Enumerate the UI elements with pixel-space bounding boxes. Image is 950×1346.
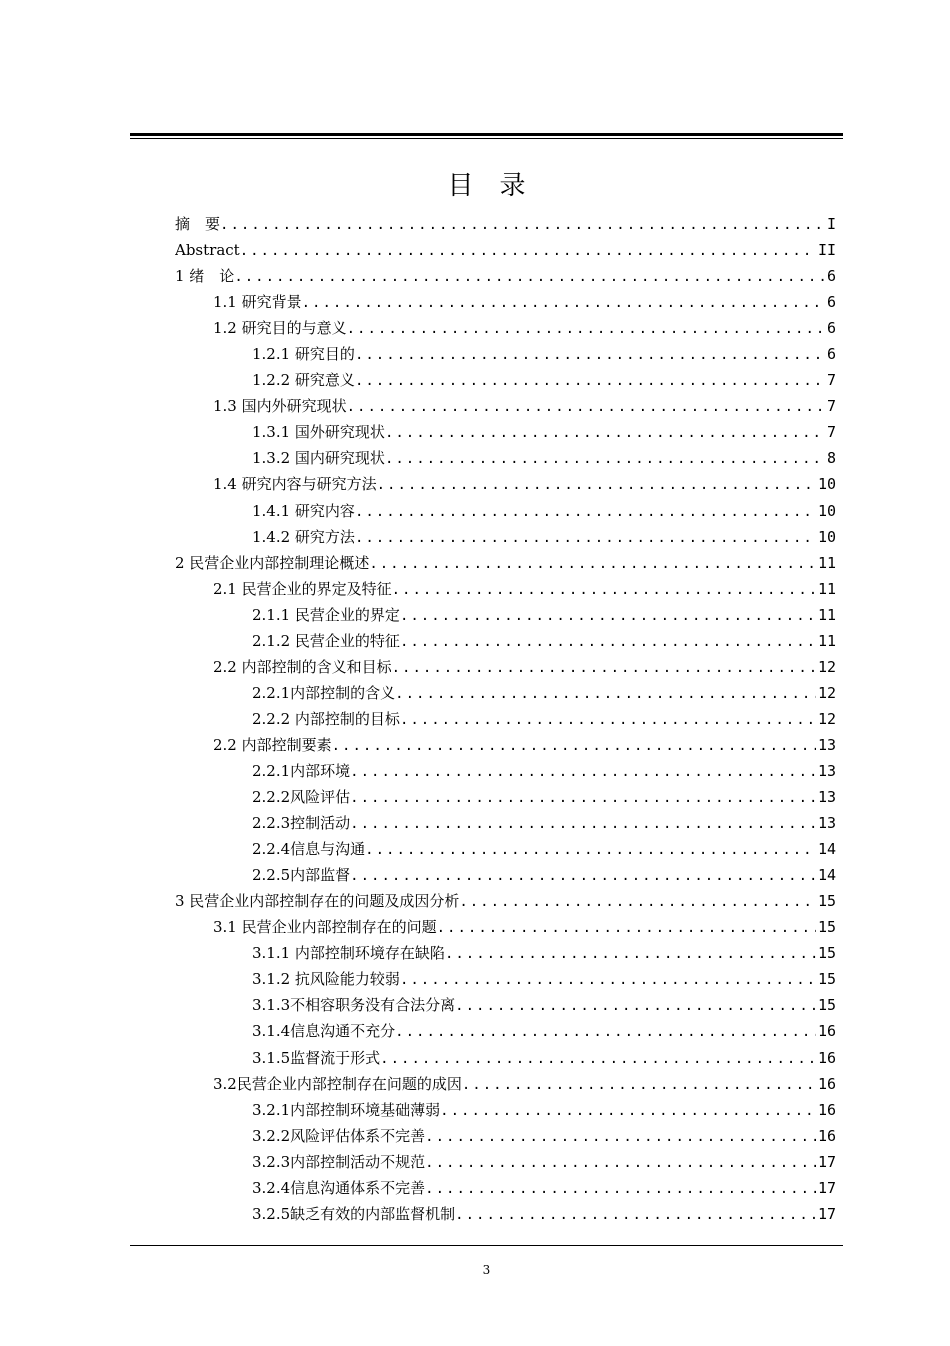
toc-entry-page: 7	[826, 423, 836, 442]
toc-leader-dots	[355, 499, 816, 524]
toc-entry-page: 17	[817, 1204, 836, 1223]
toc-entry-page: 11	[817, 605, 836, 624]
toc-entry-page: 10	[817, 527, 836, 546]
toc-entry[interactable]	[175, 237, 836, 263]
toc-entry-page: 16	[817, 1074, 836, 1093]
toc-entry-page: 15	[817, 970, 836, 989]
toc-entry[interactable]	[175, 1097, 836, 1123]
toc-entry[interactable]	[175, 367, 836, 393]
toc-leader-dots	[392, 655, 816, 680]
toc-entry[interactable]	[175, 445, 836, 471]
toc-entry[interactable]	[175, 1071, 836, 1097]
toc-entry-page: 6	[826, 345, 836, 364]
toc-entry[interactable]	[175, 602, 836, 628]
toc-leader-dots	[445, 941, 816, 966]
toc-entry[interactable]	[175, 940, 836, 966]
toc-entry-page: 11	[817, 553, 836, 572]
toc-leader-dots	[385, 446, 825, 471]
toc-entry-page: 10	[817, 501, 836, 520]
toc-entry-title: 3.1.5监督流于形式	[252, 1048, 381, 1067]
toc-leader-dots	[350, 785, 816, 810]
toc-entry[interactable]	[175, 1123, 836, 1149]
toc-entry-title: 摘 要	[175, 215, 221, 233]
toc-entry-page: 10	[817, 475, 836, 494]
toc-entry-title: 1.1 研究背景	[213, 293, 302, 312]
toc-leader-dots	[400, 629, 816, 654]
toc-entry-title: 3.2.2风险评估体系不完善	[252, 1126, 426, 1145]
toc-entry-title: 1 绪 论	[175, 267, 235, 286]
toc-entry-page: 6	[826, 267, 836, 286]
toc-leader-dots	[385, 420, 825, 445]
toc-entry[interactable]	[175, 576, 836, 602]
toc-entry[interactable]	[175, 1175, 836, 1201]
toc-entry-page: 17	[817, 1178, 836, 1197]
toc-leader-dots	[220, 212, 825, 237]
toc-entry-title: 2.2 内部控制的含义和目标	[213, 657, 392, 676]
page-number: 3	[482, 1263, 491, 1277]
toc-entry[interactable]	[175, 836, 836, 862]
toc-leader-dots	[355, 368, 825, 393]
toc-title: 目 录	[447, 171, 526, 201]
toc-entry-title: 2.2.1内部控制的含义	[252, 683, 396, 702]
toc-entry-title: 3.1.1 内部控制环境存在缺陷	[252, 944, 445, 963]
toc-entry[interactable]	[175, 498, 836, 524]
toc-entry[interactable]	[175, 706, 836, 732]
toc-entry[interactable]	[175, 1045, 836, 1071]
toc-entry-page: 7	[826, 371, 836, 390]
toc-leader-dots	[459, 889, 816, 914]
toc-entry[interactable]	[175, 654, 836, 680]
toc-entry[interactable]	[175, 758, 836, 784]
toc-entry-title: 1.3.1 国外研究现状	[252, 423, 385, 442]
toc-entry[interactable]	[175, 315, 836, 341]
toc-entry[interactable]	[175, 393, 836, 419]
toc-leader-dots	[347, 316, 825, 341]
toc-leader-dots	[302, 290, 825, 315]
toc-entry-title: Abstract	[175, 241, 240, 260]
toc-entry-page: 7	[826, 397, 836, 416]
toc-leader-dots	[380, 1046, 816, 1071]
toc-entry[interactable]	[175, 1201, 836, 1227]
toc-entry-title: 2 民营企业内部控制理论概述	[175, 553, 370, 572]
toc-entry-title: 1.3 国内外研究现状	[213, 397, 347, 416]
toc-entry[interactable]	[175, 550, 836, 576]
toc-leader-dots	[350, 863, 816, 888]
header-double-rule	[130, 133, 843, 140]
toc-entry[interactable]	[175, 966, 836, 992]
toc-leader-dots	[400, 707, 816, 732]
toc-entry[interactable]	[175, 524, 836, 550]
toc-leader-dots	[234, 264, 825, 289]
toc-entry-title: 2.2 内部控制要素	[213, 735, 332, 754]
toc-leader-dots	[350, 811, 816, 836]
toc-entry-page: 15	[817, 918, 836, 937]
toc-entry-page: 15	[817, 996, 836, 1015]
toc-entry[interactable]	[175, 263, 836, 289]
toc-entry-page: 16	[817, 1100, 836, 1119]
table-of-contents	[175, 211, 836, 1227]
toc-entry-title: 2.1 民营企业的界定及特征	[213, 579, 392, 598]
toc-entry-page: 13	[817, 814, 836, 833]
toc-entry[interactable]	[175, 680, 836, 706]
toc-leader-dots	[355, 342, 825, 367]
toc-entry[interactable]	[175, 810, 836, 836]
toc-entry[interactable]	[175, 992, 836, 1018]
toc-entry[interactable]	[175, 888, 836, 914]
toc-leader-dots	[440, 1098, 816, 1123]
toc-entry-page: 13	[817, 735, 836, 754]
toc-entry-page: II	[817, 241, 836, 260]
toc-entry[interactable]	[175, 211, 836, 237]
toc-entry-title: 3.1.4信息沟通不充分	[252, 1022, 396, 1041]
toc-leader-dots	[437, 915, 816, 940]
toc-entry-page: 6	[826, 293, 836, 312]
toc-entry[interactable]	[175, 862, 836, 888]
toc-entry[interactable]	[175, 1018, 836, 1044]
toc-leader-dots	[355, 525, 816, 550]
toc-entry-title: 3.2民营企业内部控制存在问题的成因	[213, 1074, 462, 1093]
toc-entry-title: 1.2.2 研究意义	[252, 371, 355, 390]
toc-entry-page: 14	[817, 866, 836, 885]
toc-entry-title: 2.2.5内部监督	[252, 866, 351, 885]
toc-entry-title: 3.1 民营企业内部控制存在的问题	[213, 918, 437, 937]
toc-entry-page: 8	[826, 449, 836, 468]
toc-entry[interactable]	[175, 341, 836, 367]
toc-leader-dots	[395, 1019, 816, 1044]
toc-entry-page: 6	[826, 319, 836, 338]
toc-entry[interactable]	[175, 914, 836, 940]
toc-leader-dots	[392, 577, 816, 602]
toc-leader-dots	[455, 1202, 816, 1227]
toc-entry-page: I	[826, 215, 836, 233]
toc-leader-dots	[400, 603, 816, 628]
toc-entry-title: 3.2.5缺乏有效的内部监督机制	[252, 1204, 456, 1223]
toc-entry-page: 16	[817, 1048, 836, 1067]
toc-entry[interactable]	[175, 289, 836, 315]
toc-entry-page: 16	[817, 1126, 836, 1145]
toc-entry-title: 2.2.2风险评估	[252, 788, 351, 807]
toc-entry-page: 13	[817, 788, 836, 807]
toc-entry-page: 12	[817, 709, 836, 728]
header-rule-thick	[130, 133, 843, 136]
toc-entry-title: 1.4.1 研究内容	[252, 501, 355, 520]
toc-entry-page: 15	[817, 892, 836, 911]
toc-entry-title: 3.1.3不相容职务没有合法分离	[252, 996, 456, 1015]
toc-entry[interactable]	[175, 732, 836, 758]
toc-entry-title: 2.1.1 民营企业的界定	[252, 605, 400, 624]
toc-leader-dots	[395, 681, 816, 706]
toc-leader-dots	[365, 837, 816, 862]
toc-entry-title: 2.2.4信息与沟通	[252, 840, 366, 859]
toc-entry-title: 3.2.4信息沟通体系不完善	[252, 1178, 426, 1197]
toc-leader-dots	[400, 967, 816, 992]
toc-entry[interactable]	[175, 784, 836, 810]
toc-leader-dots	[369, 551, 816, 576]
toc-entry[interactable]	[175, 1149, 836, 1175]
toc-entry[interactable]	[175, 419, 836, 445]
toc-entry-title: 2.2.3控制活动	[252, 814, 351, 833]
toc-leader-dots	[425, 1176, 816, 1201]
toc-leader-dots	[462, 1072, 816, 1097]
header-rule-thin	[130, 138, 843, 139]
toc-entry[interactable]	[175, 471, 836, 497]
toc-entry-title: 2.1.2 民营企业的特征	[252, 631, 400, 650]
toc-entry-title: 3.2.1内部控制环境基础薄弱	[252, 1100, 441, 1119]
toc-entry-page: 16	[817, 1022, 836, 1041]
toc-entry-title: 2.2.1内部环境	[252, 761, 351, 780]
toc-entry-page: 17	[817, 1152, 836, 1171]
footer-rule	[130, 1245, 843, 1246]
toc-entry-title: 3.2.3内部控制活动不规范	[252, 1152, 426, 1171]
toc-entry-title: 1.4.2 研究方法	[252, 527, 355, 546]
toc-entry-title: 2.2.2 内部控制的目标	[252, 709, 400, 728]
toc-entry-page: 11	[817, 631, 836, 650]
toc-leader-dots	[240, 238, 816, 263]
toc-entry-title: 1.3.2 国内研究现状	[252, 449, 385, 468]
toc-entry-page: 11	[817, 579, 836, 598]
toc-leader-dots	[425, 1124, 816, 1149]
toc-leader-dots	[377, 472, 816, 497]
toc-entry-page: 13	[817, 761, 836, 780]
toc-entry-title: 3.1.2 抗风险能力较弱	[252, 970, 400, 989]
toc-leader-dots	[350, 759, 816, 784]
toc-entry-page: 15	[817, 944, 836, 963]
toc-entry-title: 1.4 研究内容与研究方法	[213, 475, 377, 494]
toc-entry-title: 3 民营企业内部控制存在的问题及成因分析	[175, 892, 460, 911]
toc-entry-title: 1.2 研究目的与意义	[213, 319, 347, 338]
toc-entry-page: 12	[817, 683, 836, 702]
toc-leader-dots	[455, 993, 816, 1018]
toc-leader-dots	[425, 1150, 816, 1175]
toc-entry[interactable]	[175, 628, 836, 654]
toc-entry-title: 1.2.1 研究目的	[252, 345, 355, 364]
toc-entry-page: 12	[817, 657, 836, 676]
toc-leader-dots	[332, 733, 816, 758]
toc-leader-dots	[347, 394, 825, 419]
toc-entry-page: 14	[817, 840, 836, 859]
